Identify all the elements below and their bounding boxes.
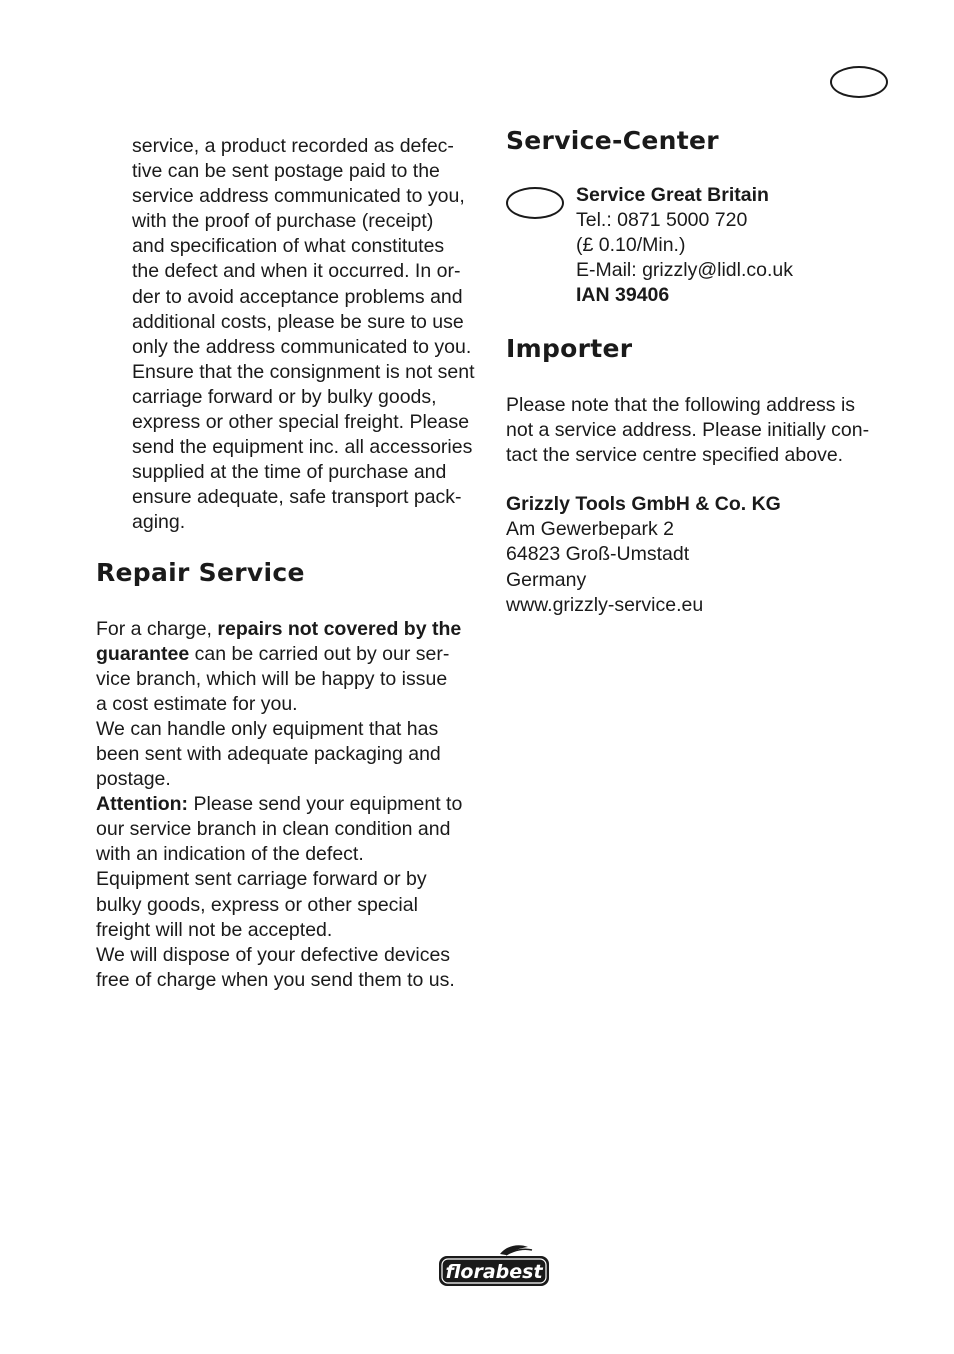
country-badge-oval: [506, 187, 564, 219]
repair-p1-bold: repairs not covered by the guarantee: [96, 617, 462, 665]
repair-paragraph-2: We can handle only equipment that has been sent with adequate packaging and postage.: [96, 717, 441, 791]
right-column: [506, 126, 896, 618]
repair-paragraph-1: [96, 617, 486, 717]
florabest-logo: [436, 1244, 552, 1290]
language-badge-oval: [830, 66, 888, 98]
importer-website: www.grizzly-service.eu: [506, 593, 704, 616]
importer-note: Please note that the following address is not a service address. Please initially con- tact the service centre specified above.: [506, 394, 870, 467]
service-center-contact: [506, 183, 896, 308]
attention-label: Attention:: [96, 793, 189, 816]
importer-heading: Importer: [506, 334, 633, 363]
repair-paragraph-5: We will dispose of your defective devices free of charge when you send them to us.: [96, 943, 455, 991]
left-column: [96, 134, 486, 993]
service-name: Service Great Britain: [576, 184, 769, 206]
continuation-paragraph: service, a product recorded as defec- tive can be sent postage paid to the service address communicated to you, with the proof of purchase (receipt) and specification of what constitutes the defect and when it occurred. In or- der to avoid acceptance problems and additional costs, please be sure to use only the address communicated to you. Ensure that the consignment is not sent carriage forward or by bulky goods, express or other special freight. Please send the equipment inc. all accessories supplied at the time of purchase and ensure adequate, safe transport pack- aging.: [132, 135, 475, 534]
repair-p1-after: can be carried out by our ser- vice branch, which will be happy to issue a cost estimate for you.: [96, 642, 450, 715]
repair-paragraph-3: [96, 792, 486, 867]
service-tel: Tel.: 0871 5000 720: [576, 209, 748, 231]
service-ian: IAN 39406: [576, 284, 670, 306]
importer-country: Germany: [506, 568, 587, 591]
importer-city: 64823 Groß-Umstadt: [506, 543, 690, 566]
logo-wordmark: florabest: [445, 1261, 543, 1283]
importer-company: Grizzly Tools GmbH & Co. KG: [506, 493, 781, 516]
service-email: E-Mail: grizzly@lidl.co.uk: [576, 259, 794, 281]
importer-street: Am Gewerbepark 2: [506, 518, 674, 541]
repair-p1-before: For a charge,: [96, 617, 218, 640]
service-rate: (£ 0.10/Min.): [576, 234, 686, 256]
service-center-heading: Service-Center: [506, 126, 719, 155]
importer-address: [506, 492, 896, 617]
repair-service-heading: Repair Service: [96, 557, 305, 587]
repair-p3-after: Please send your equipment to our service branch in clean condition and with an indication of the defect.: [96, 793, 463, 866]
repair-paragraph-4: Equipment sent carriage forward or by bulky goods, express or other special freight will not be accepted.: [96, 868, 427, 941]
